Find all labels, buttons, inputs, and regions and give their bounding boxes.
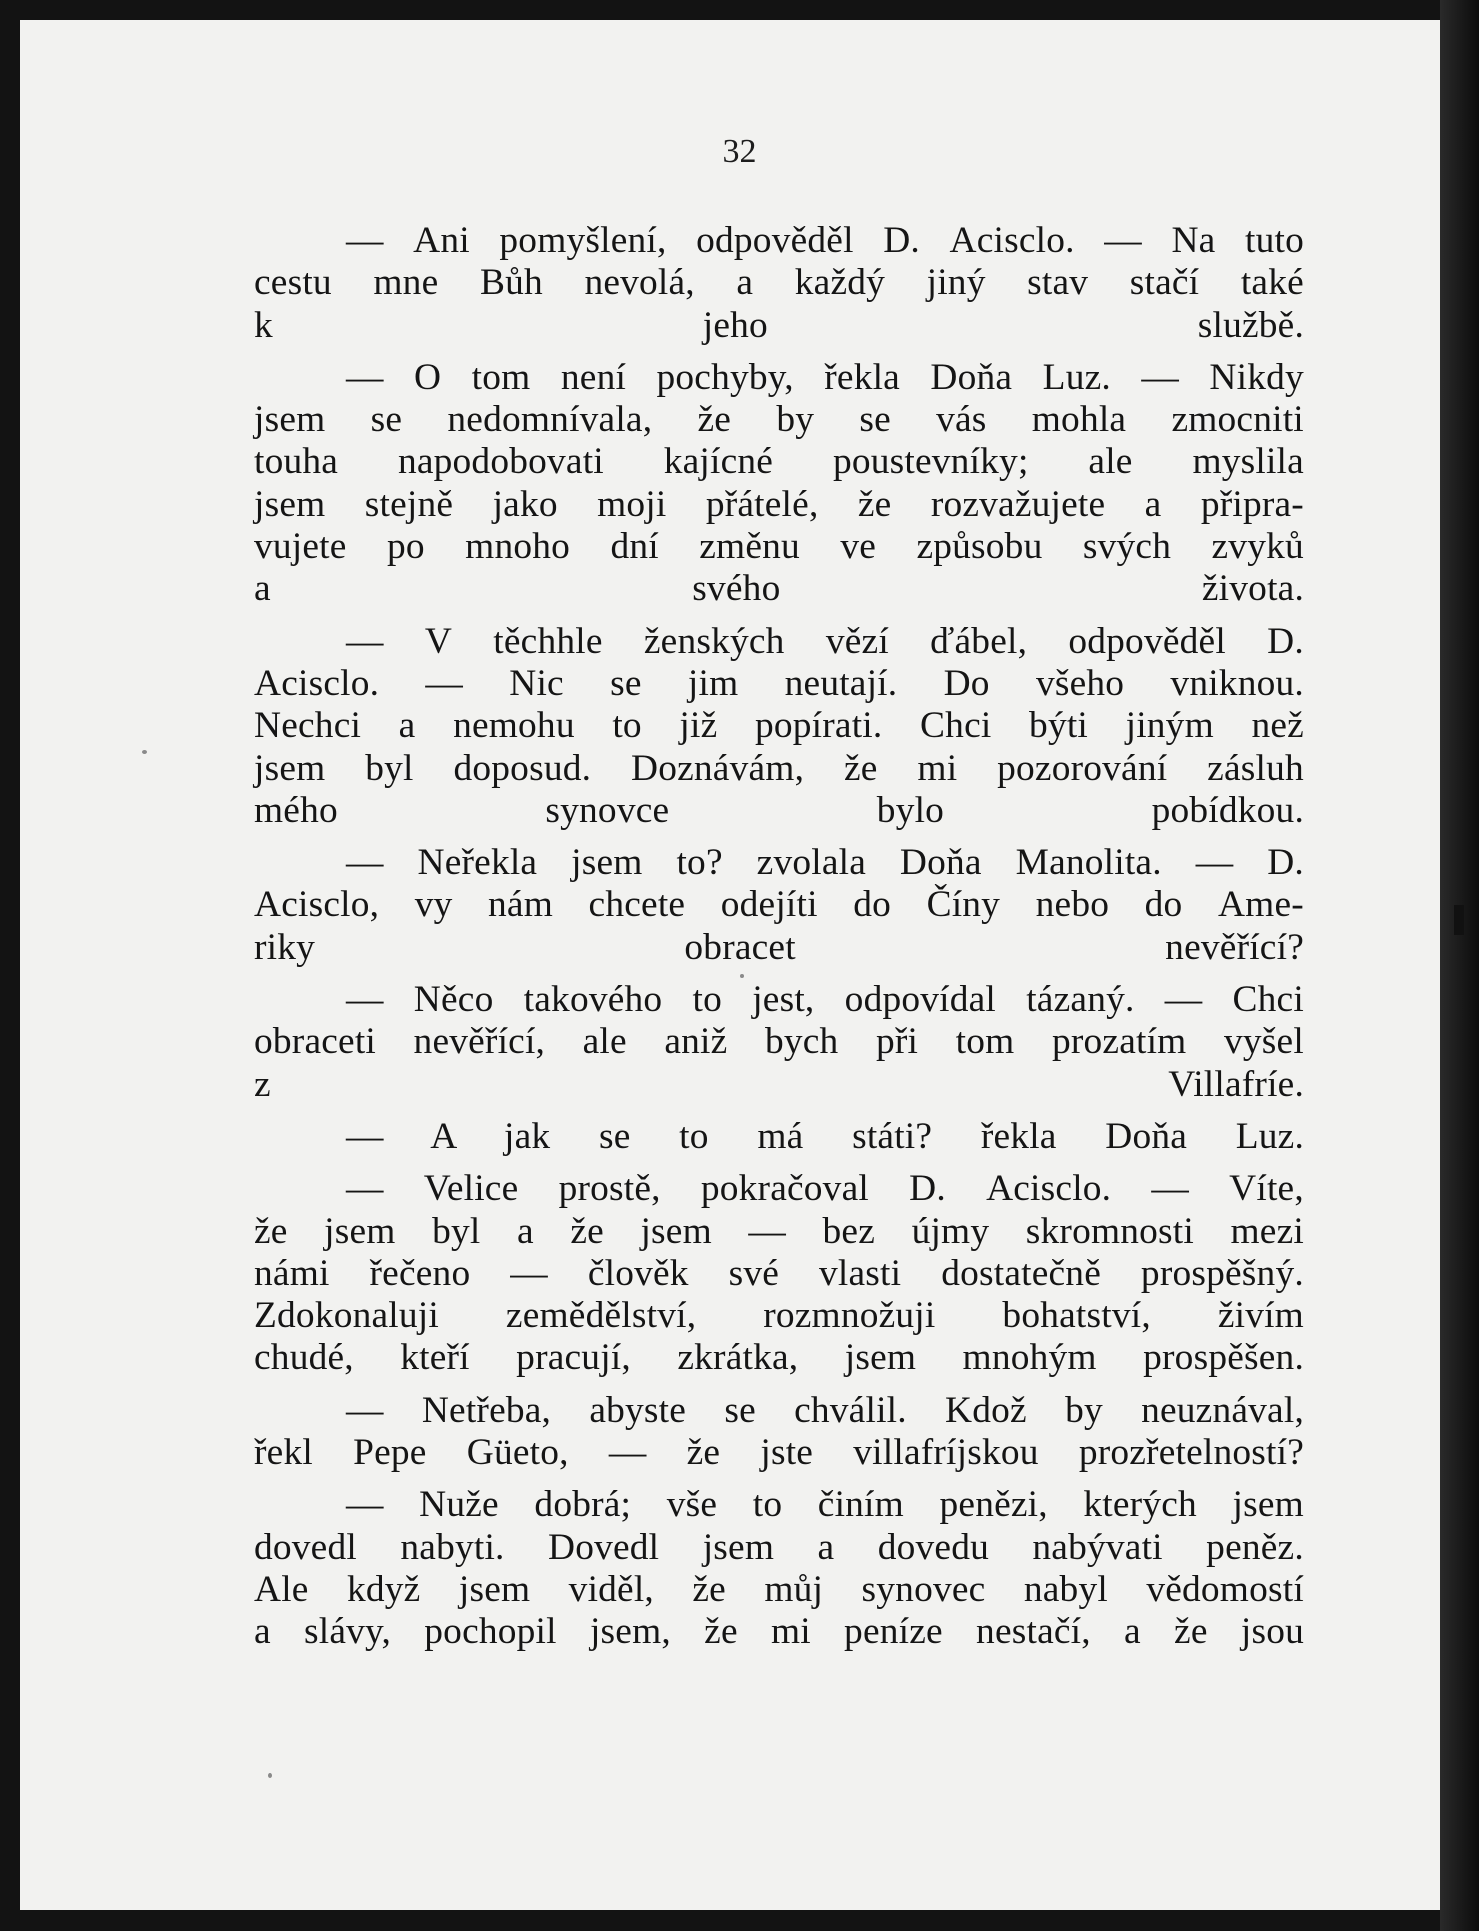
text-line: jsem stejně jako moji přátelé, že rozvažujete a připra- xyxy=(254,483,1304,525)
text-line: vujete po mnoho dní změnu ve způsobu svých zvyků xyxy=(254,526,1304,568)
text-line: — Něco takového to jest, odpovídal tázaný. — Chci xyxy=(346,979,1304,1021)
page-body-text xyxy=(254,220,1304,1664)
text-line: Acisclo, vy nám chcete odejíti do Číny nebo do Ame- xyxy=(254,884,1304,926)
text-line: Zdokonaluji zemědělství, rozmnožuji bohatství, živím xyxy=(254,1295,1304,1337)
text-line: řekl Pepe Güeto, — že jste villafríjskou prozřetelností? xyxy=(254,1432,1304,1474)
paragraph xyxy=(254,979,1304,1106)
text-line: a svého života. xyxy=(254,568,1304,610)
text-line: dovedl nabyti. Dovedl jsem a dovedu nabývati peněz. xyxy=(254,1526,1304,1568)
paragraph xyxy=(254,1116,1304,1158)
paragraph xyxy=(254,1390,1304,1475)
text-line: chudé, kteří pracují, zkrátka, jsem mnohým prospěšen. xyxy=(254,1337,1304,1379)
paragraph xyxy=(254,1484,1304,1653)
text-line: cestu mne Bůh nevolá, a každý jiný stav stačí také xyxy=(254,262,1304,304)
text-line: — A jak se to má státi? řekla Doňa Luz. xyxy=(346,1115,1304,1157)
text-line: — V těchhle ženských vězí ďábel, odpověděl D. xyxy=(346,620,1304,662)
text-line: Acisclo. — Nic se jim neutají. Do všeho vniknou. xyxy=(254,662,1304,704)
text-line: riky obracet nevěřící? xyxy=(254,926,1304,968)
text-line: touha napodobovati kajícné poustevníky; ale myslila xyxy=(254,441,1304,483)
paragraph xyxy=(254,842,1304,969)
text-line: jsem byl doposud. Doznávám, že mi pozorování zásluh xyxy=(254,747,1304,789)
page-edge-shadow xyxy=(1440,0,1479,1931)
paper-speck xyxy=(268,1773,272,1778)
text-line: jsem se nedomnívala, že by se vás mohla zmocniti xyxy=(254,399,1304,441)
paper-speck xyxy=(142,750,147,754)
page-edge-notch xyxy=(1454,905,1464,935)
text-line: — Netřeba, abyste se chválil. Kdož by neuznával, xyxy=(346,1389,1304,1431)
text-line: z Villafríe. xyxy=(254,1063,1304,1105)
text-line: obraceti nevěřící, ale aniž bych při tom prozatím vyšel xyxy=(254,1021,1304,1063)
page-number: 32 xyxy=(722,133,757,170)
paragraph xyxy=(254,621,1304,832)
text-line: — Neřekla jsem to? zvolala Doňa Manolita. — D. xyxy=(346,842,1304,884)
text-line: Nechci a nemohu to již popírati. Chci býti jiným než xyxy=(254,705,1304,747)
paragraph xyxy=(254,220,1304,347)
text-line: námi řečeno — člověk své vlasti dostatečně prospěšný. xyxy=(254,1252,1304,1294)
text-line: — Nuže dobrá; vše to činím penězi, kterých jsem xyxy=(346,1484,1304,1526)
text-line: a slávy, pochopil jsem, že mi peníze nestačí, a že jsou xyxy=(254,1611,1304,1653)
text-line: Ale když jsem viděl, že můj synovec nabyl vědomostí xyxy=(254,1568,1304,1610)
text-line: — Ani pomyšlení, odpověděl D. Acisclo. — Na tuto xyxy=(346,220,1304,261)
paragraph xyxy=(254,357,1304,611)
text-line: že jsem byl a že jsem — bez újmy skromnosti mezi xyxy=(254,1210,1304,1252)
text-line: mého synovce bylo pobídkou. xyxy=(254,789,1304,831)
paragraph xyxy=(254,1168,1304,1379)
text-line: — O tom není pochyby, řekla Doňa Luz. — Nikdy xyxy=(346,356,1304,398)
text-line: — Velice prostě, pokračoval D. Acisclo. — Víte, xyxy=(346,1168,1304,1210)
text-line: k jeho službě. xyxy=(254,304,1304,346)
